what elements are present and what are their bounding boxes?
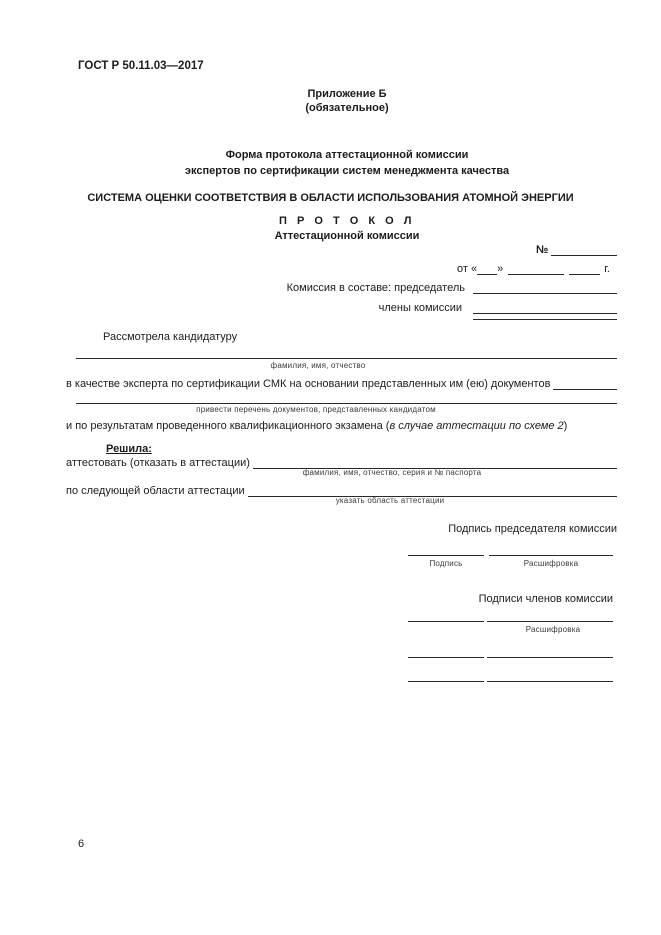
considered-label: Рассмотрела кандидатуру (103, 331, 238, 343)
passport-hint: фамилия, имя, отчество, серия и № паспорта (302, 468, 482, 477)
chair-transcript-line (489, 542, 613, 556)
form-title-line1: Форма протокола аттестационной комиссии (225, 149, 469, 161)
documents-hint: привести перечень документов, представленных кандидатом (196, 405, 436, 414)
members-signatures-title: Подписи членов комиссии (478, 593, 613, 605)
exam-italic-note: в случае аттестации по схеме 2 (389, 420, 564, 432)
protocol-title: П Р О Т О К О Л (279, 215, 415, 227)
member-signature-line-2 (408, 644, 484, 658)
transcript-hint: Расшифровка (523, 559, 579, 568)
member-transcript-line-3 (487, 668, 613, 682)
area-label: по следующей области аттестации (66, 485, 245, 497)
commission-chair-row (77, 280, 617, 294)
number-label: № (536, 244, 549, 256)
date-prefix: от « (457, 263, 478, 275)
date-close-quote: » (497, 263, 504, 275)
appendix-heading (77, 87, 617, 115)
candidate-name-line (76, 345, 617, 359)
signature-hint: Подпись (429, 559, 463, 568)
as-expert-line (553, 376, 617, 390)
form-title (77, 147, 617, 179)
members-transcript-hint: Расшифровка (525, 625, 581, 634)
commission-chair-line (473, 280, 617, 294)
as-expert-label: в качестве эксперта по сертификации СМК на основании представленных им (ею) документов (66, 378, 551, 390)
exam-prefix: и по результатам проведенного квалификационного экзамена ( (66, 420, 390, 432)
documents-list-line (76, 390, 617, 404)
page-number: 6 (78, 838, 85, 850)
decided-label: Решила: (106, 443, 152, 455)
chair-signature-title: Подпись председателя комиссии (448, 523, 617, 535)
member-signature-line-1 (408, 608, 484, 622)
appendix-kind: (обязательное) (305, 102, 389, 114)
attest-row (66, 455, 617, 469)
date-year-line (569, 261, 600, 275)
date-day-line (477, 261, 497, 275)
date-month-line (508, 261, 564, 275)
commission-members-label: члены комиссии (378, 302, 462, 314)
system-title: СИСТЕМА ОЦЕНКИ СООТВЕТСТВИЯ В ОБЛАСТИ ИСПОЛЬЗОВАНИЯ АТОМНОЙ ЭНЕРГИИ (87, 192, 574, 204)
attestation-area-row (66, 483, 617, 497)
form-title-line2: экспертов по сертификации систем менеджмента качества (184, 165, 510, 177)
area-line (248, 483, 617, 497)
member-transcript-line-1 (487, 608, 613, 622)
appendix-label: Приложение Б (307, 88, 387, 100)
commission-members-line-2 (473, 306, 617, 320)
date-suffix: г. (604, 263, 610, 275)
standard-designation: ГОСТ Р 50.11.03—2017 (78, 60, 204, 72)
protocol-number-row (536, 242, 617, 256)
attest-line (253, 455, 617, 469)
protocol-subtitle: Аттестационной комиссии (274, 230, 420, 242)
chair-signature-line (408, 542, 484, 556)
number-fill-line (551, 242, 617, 256)
exam-suffix: ) (563, 420, 568, 432)
member-signature-line-3 (408, 668, 484, 682)
fio-hint: фамилия, имя, отчество (270, 361, 366, 370)
exam-result-text (66, 420, 567, 432)
member-transcript-line-2 (487, 644, 613, 658)
as-expert-row (66, 376, 617, 390)
commission-chair-label: Комиссия в составе: председатель (286, 282, 465, 294)
attest-label: аттестовать (отказать в аттестации) (66, 457, 250, 469)
protocol-date-row (457, 261, 617, 275)
area-hint: указать область аттестации (335, 496, 445, 505)
